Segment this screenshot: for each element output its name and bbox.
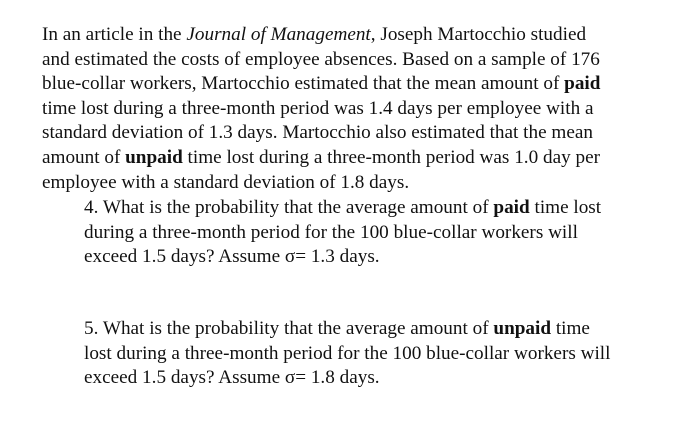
question-4-line-1	[84, 196, 694, 221]
intro-paragraph	[42, 23, 692, 195]
bold-term-paid: paid	[493, 197, 530, 218]
bold-term-paid: paid	[564, 73, 601, 95]
intro-text: amount of	[42, 146, 126, 168]
question-text: time lost	[529, 197, 602, 218]
question-text: 4. What is the probability that the average amount of	[84, 197, 494, 218]
question-4-line-3: exceed 1.5 days? Assume σ= 1.3 days.	[84, 246, 380, 268]
intro-text: In an article in the	[42, 24, 187, 45]
question-text: 5. What is the probability that the average amount of	[84, 318, 494, 339]
intro-line-2: and estimated the costs of employee absences. Based on a sample of 176	[42, 48, 600, 70]
intro-line-7: employee with a standard deviation of 1.8 days.	[42, 171, 410, 193]
intro-line-6	[42, 146, 692, 171]
intro-line-5: standard deviation of 1.3 days. Martocchio also estimated that the mean	[42, 122, 593, 144]
question-5-line-1	[84, 317, 694, 342]
question-5-line-3: exceed 1.5 days? Assume σ= 1.8 days.	[84, 367, 380, 389]
intro-text: blue-collar workers, Martocchio estimated that the mean amount of	[42, 73, 565, 95]
intro-text: , Joseph Martocchio studied	[370, 24, 587, 45]
question-4-line-2: during a three-month period for the 100 blue-collar workers will	[84, 221, 578, 243]
question-5	[84, 317, 694, 391]
question-4	[84, 196, 694, 270]
intro-text: time lost during a three-month period was 1.0 day per	[182, 146, 600, 168]
bold-term-unpaid: unpaid	[125, 146, 183, 168]
intro-line-3	[42, 72, 692, 97]
journal-title: Journal of Management	[186, 24, 371, 45]
intro-line-4: time lost during a three-month period was 1.4 days per employee with a	[42, 97, 594, 119]
bold-term-unpaid: unpaid	[493, 318, 552, 339]
question-5-line-2: lost during a three-month period for the 100 blue-collar workers will	[84, 342, 611, 364]
intro-line-1	[42, 23, 692, 48]
question-text: time	[551, 318, 590, 339]
